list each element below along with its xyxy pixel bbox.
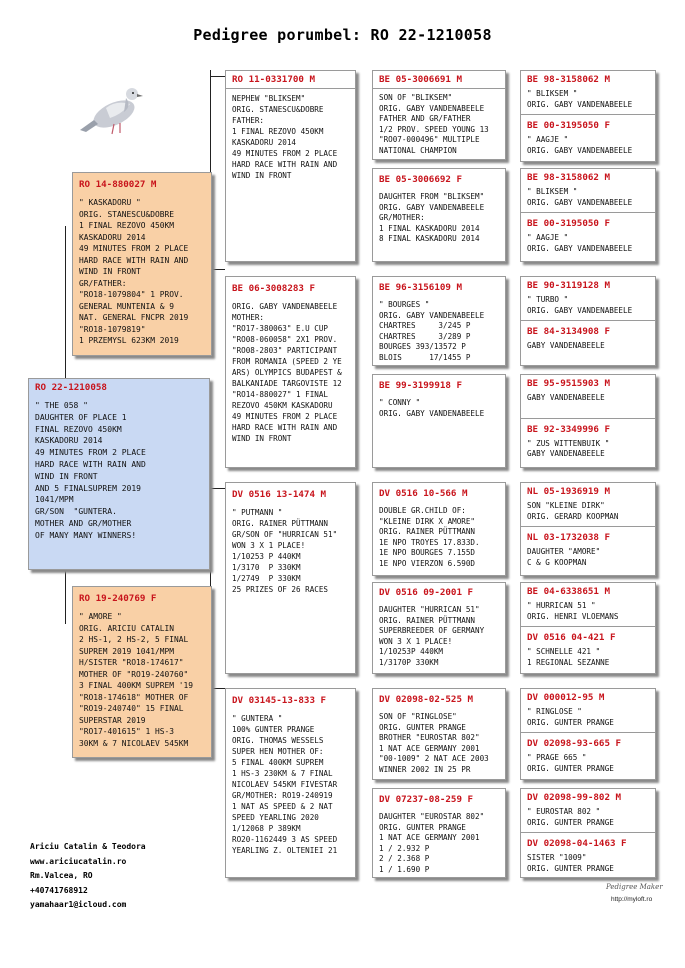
pigeon-description: " HURRICAN 51 " ORIG. HENRI VLOEMANS [527, 601, 619, 621]
pigeon-description: SON OF "BLIKSEM" ORIG. GABY VANDENABEELE FATHER AND GR/FATHER 1/2 PROV. SPEED YOUNG 13 "RO07-000496" MULTIPLE NATIONAL CHAMPION [379, 93, 489, 155]
pigeon-description: GABY VANDENABEELE [527, 393, 605, 402]
gen3-card [372, 482, 506, 576]
pigeon-description: GABY VANDENABEELE [527, 341, 605, 351]
pigeon-description: SISTER "1009" ORIG. GUNTER PRANGE [527, 853, 614, 873]
connector [210, 76, 225, 77]
ring-number: BE 90-3119128 M [527, 280, 610, 291]
gen2-card [225, 276, 356, 468]
gen3-card [372, 688, 506, 780]
ring-number: DV 02098-02-525 M [379, 694, 474, 705]
pigeon-description: " KASKADORU " ORIG. STANESCU&DOBRE 1 FINAL REZOVO 450KM KASKADORU 2014 49 MINUTES FROM 2 PLACE HARD RACE WITH RAIN AND WIND IN FRONT GR/FATHER: "RO18-1079804" 1 PROV. GENERAL MUNTENIA & 9 NAT. GENERAL FNCPR 2019 "RO18-1079819" 1 PRZEMYSL 623KM 2019 [79, 198, 189, 345]
ring-number: BE 99-3199918 F [379, 380, 462, 391]
pigeon-description: " THE 058 " DAUGHTER OF PLACE 1 FINAL REZOVO 450KM KASKADORU 2014 49 MINUTES FROM 2 PLACE HARD RACE WITH RAIN AND WIND IN FRONT AND 5 FINALSUPREM 2019 1041/MPM GR/SON "GUNTERA. MOTHER AND GR/MOTHER OF MANY MANY WINNERS! [35, 401, 146, 540]
ring-number: BE 98-3158062 M [527, 74, 610, 85]
ring-number: DV 0516 10-566 M [379, 488, 468, 499]
pigeon-description: " AMORE " ORIG. ARICIU CATALIN 2 HS-1, 2 HS-2, 5 FINAL SUPREM 2019 1041/MPM H/SISTER "RO18-174617" MOTHER OF "RO19-240760" 3 FINAL 400KM SUPREM '19 "RO18-174618" MOTHER OF "RO19-240740" 15 FINAL SUPERSTAR 2019 "RO17-401615" 1 HS-3 30KM & 7 NICOLAEV 545KM [79, 612, 194, 748]
pigeon-description: " ZUS WITTENBUIK " GABY VANDENABEELE [527, 438, 610, 459]
pigeon-description: " CONNY " ORIG. GABY VANDENABEELE [379, 398, 485, 418]
ring-number: DV 02098-04-1463 F [527, 838, 627, 850]
gen2-card [225, 70, 356, 262]
pigeon-description: " AAGJE " ORIG. GABY VANDENABEELE [527, 233, 633, 253]
pigeon-description: " TURBO " ORIG. GABY VANDENABEELE [527, 295, 633, 315]
ring-number: NL 03-1732038 F [527, 532, 610, 544]
ring-number: BE 98-3158062 M [527, 172, 610, 183]
ring-number: DV 0516 13-1474 M [232, 489, 327, 500]
ring-number: DV 0516 04-421 F [527, 632, 616, 644]
gen3-card [372, 788, 506, 878]
pigeon-description: DAUGHTER "AMORE" C & G KOOPMAN [527, 547, 601, 567]
connector [210, 269, 225, 270]
connector [210, 488, 225, 489]
connector [65, 226, 66, 380]
gen4-card [520, 276, 656, 366]
father-card [72, 172, 212, 356]
ring-number: NL 05-1936919 M [527, 486, 610, 497]
ring-number: BE 00-3195050 F [527, 218, 610, 230]
mother-card [72, 586, 212, 758]
ring-number: BE 05-3006691 M [379, 74, 462, 85]
ring-number: BE 04-6338651 M [527, 586, 610, 597]
pigeon-description: DAUGHTER "EUROSTAR 802" ORIG. GUNTER PRANGE 1 NAT ACE GERMANY 2001 1 / 2.932 P 2 / 2.368 P 1 / 1.690 P [379, 812, 485, 874]
owner-contact [30, 840, 146, 913]
owner-city: Rm.Valcea, RO [30, 871, 93, 880]
watermark-url[interactable]: http://myloft.ro [611, 896, 653, 903]
ring-number: RO 11-0331700 M [232, 74, 315, 85]
gen4-card [520, 482, 656, 576]
owner-name: Ariciu Catalin & Teodora [30, 842, 146, 851]
pigeon-description: " BLIKSEM " ORIG. GABY VANDENABEELE [527, 187, 633, 207]
gen2-card [225, 482, 356, 674]
gen3-card [372, 276, 506, 366]
pigeon-description: " EUROSTAR 802 " ORIG. GUNTER PRANGE [527, 807, 614, 827]
ring-number: BE 05-3006692 F [379, 174, 462, 185]
subject-card [28, 378, 210, 570]
ring-number: BE 84-3134908 F [527, 326, 610, 338]
owner-phone: +40741768912 [30, 885, 88, 895]
pigeon-description: ORIG. GABY VANDENABEELE MOTHER: "RO17-380063" E.U CUP "RO08-060058" 2X1 PROV. "RO08-2803" PARTICIPANT FROM ROMANIA (SPEED 2 YE ARS) OLYMPICS BUDAPEST & BALKANIADE TARGOVISTE 12 "RO14-880027" 1 FINAL REZOVO 450KM KASKADORU 49 MINUTES FROM 2 PLACE HARD RACE WITH RAIN AND WIND IN FRONT [232, 302, 342, 443]
owner-email-link[interactable]: yamahaar1@icloud.com [30, 900, 127, 909]
ring-number: DV 000012-95 M [527, 692, 605, 703]
pigeon-image [76, 80, 146, 142]
pigeon-description: DAUGHTER FROM "BLIKSEM" ORIG. GABY VANDENABEELE GR/MOTHER: 1 FINAL KASKADORU 2014 8 FINAL KASKADORU 2014 [379, 192, 485, 244]
ring-number: BE 96-3156109 M [379, 282, 462, 293]
gen3-card [372, 582, 506, 674]
ring-number: DV 02098-99-802 M [527, 792, 622, 803]
pigeon-description: SON "KLEINE DIRK" ORIG. GERARD KOOPMAN [527, 501, 619, 521]
pigeon-description: " GUNTERA " 100% GUNTER PRANGE ORIG. THOMAS WESSELS SUPER HEN MOTHER OF: 5 FINAL 400KM SUPREM 1 HS-3 230KM & 7 FINAL NICOLAEV 545KM FIVESTAR GR/MOTHER: RO19-240919 1 NAT AS SPEED & 2 NAT SPEED YEARLING 2020 1/12068 P 389KM RO20-1162449 3 AS SPEED YEARLING Z. OLTENIEI 21 [232, 714, 338, 855]
pigeon-description: " AAGJE " ORIG. GABY VANDENABEELE [527, 135, 633, 155]
ring-number: DV 02098-93-665 F [527, 738, 622, 750]
gen4-card [520, 688, 656, 780]
ring-number: BE 95-9515903 M [527, 378, 610, 389]
gen3-card [372, 374, 506, 468]
pigeon-description: " BLIKSEM " ORIG. GABY VANDENABEELE [527, 89, 633, 109]
page-title: Pedigree porumbel: RO 22-1210058 [193, 26, 492, 44]
pigeon-description: " BOURGES " ORIG. GABY VANDENABEELE CHARTRES 3/245 P CHARTRES 3/289 P BOURGES 393/13572 P BLOIS 17/1455 P [379, 300, 485, 362]
pigeon-description: SON OF "RINGLOSE" ORIG. GUNTER PRANGE BROTHER "EUROSTAR 802" 1 NAT ACE GERMANY 2001 "00-1009" 2 NAT ACE 2003 WINNER 2002 IN 25 PR [379, 712, 489, 774]
pigeon-description: NEPHEW "BLIKSEM" ORIG. STANESCU&DOBRE FATHER: 1 FINAL REZOVO 450KM KASKADORU 2014 49 MINUTES FROM 2 PLACE HARD RACE WITH RAIN AND WIND IN FRONT [232, 94, 338, 180]
ring-number: DV 03145-13-833 F [232, 695, 327, 706]
ring-number: BE 92-3349996 F [527, 423, 610, 435]
gen4-card [520, 788, 656, 878]
gen3-card [372, 168, 506, 262]
gen2-card [225, 688, 356, 878]
pigeon-description: " PUTMANN " ORIG. RAINER PÜTTMANN GR/SON OF "HURRICAN 51" WON 3 X 1 PLACE! 1/10253 P 440KM 1/3170 P 330KM 1/2749 P 330KM 25 PRIZES OF 26 RACES [232, 508, 338, 594]
ring-number: RO 19-240769 F [79, 593, 157, 604]
gen4-card [520, 374, 656, 468]
ring-number: DV 0516 09-2001 F [379, 587, 474, 598]
pigeon-description: DAUGHTER "HURRICAN 51" ORIG. RAINER PÜTTMANN SUPERBREEDER OF GERMANY WON 3 X 1 PLACE! 1/10253P 440KM 1/3170P 330KM [379, 605, 485, 667]
ring-number: RO 14-880027 M [79, 179, 157, 190]
ring-number: BE 00-3195050 F [527, 120, 610, 132]
pigeon-description: DOUBLE GR.CHILD OF: "KLEINE DIRK X AMORE" ORIG. RAINER PÜTTMANN 1E NPO TROYES 17.833D. 1E NPO BOURGES 7.155D 1E NPO VIERZON 6.590D [379, 506, 480, 568]
owner-website-link[interactable]: www.ariciucatalin.ro [30, 856, 127, 866]
pigeon-description: " SCHNELLE 421 " 1 REGIONAL SEZANNE [527, 647, 610, 667]
ring-number: DV 07237-08-259 F [379, 794, 474, 805]
ring-number: BE 06-3008283 F [232, 283, 315, 294]
gen4-card [520, 582, 656, 674]
gen4-card [520, 168, 656, 262]
connector [210, 688, 225, 689]
gen3-card [372, 70, 506, 160]
connector [65, 570, 66, 624]
ring-number: RO 22-1210058 [35, 382, 107, 393]
gen4-card [520, 70, 656, 162]
pigeon-description: " RINGLOSE " ORIG. GUNTER PRANGE [527, 707, 614, 727]
pigeon-description: " PRAGE 665 " ORIG. GUNTER PRANGE [527, 753, 614, 773]
watermark-signature: Pedigree Maker [606, 883, 663, 891]
